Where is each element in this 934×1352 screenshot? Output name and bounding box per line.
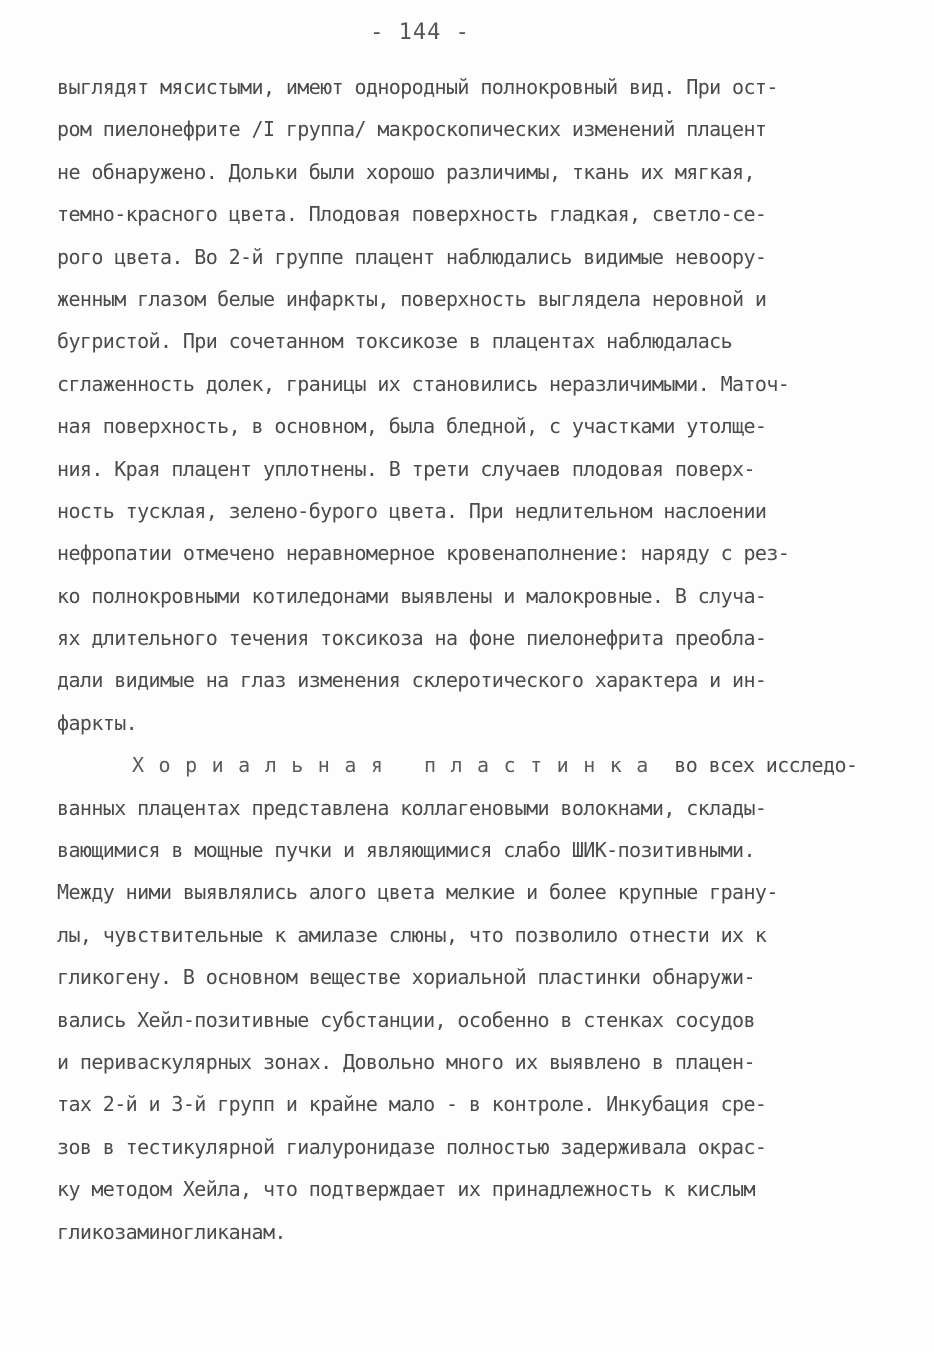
text-line: вались Хейл-позитивные субстанции, особенно в стенках сосудов bbox=[57, 1007, 755, 1032]
text-line: темно-красного цвета. Плодовая поверхность гладкая, светло-се- bbox=[57, 202, 767, 227]
section-heading: Хориальная пластинка bbox=[132, 753, 663, 778]
text-line: гликогену. В основном веществе хориальной пластинки обнаружи- bbox=[57, 965, 755, 990]
text-line: ния. Края плацент уплотнены. В трети случаев плодовая поверх- bbox=[57, 456, 755, 481]
text-line: зов в тестикулярной гиалуронидазе полностью задерживала окрас- bbox=[57, 1134, 767, 1159]
text-line: лы, чувствительные к амилазе слюны, что позволило отнести их к bbox=[57, 922, 767, 947]
text-line: сглаженность долек, границы их становились неразличимыми. Маточ- bbox=[57, 371, 790, 396]
text-line: фаркты. bbox=[57, 710, 138, 735]
text-line: ях длительного течения токсикоза на фоне пиелонефрита преобла- bbox=[57, 626, 767, 651]
text-line: бугристой. При сочетанном токсикозе в плацентах наблюдалась bbox=[57, 329, 733, 354]
text-line: женным глазом белые инфаркты, поверхность выглядела неровной и bbox=[57, 286, 767, 311]
text-line: Между ними выявлялись алого цвета мелкие и более крупные грану- bbox=[57, 880, 778, 905]
text-line: нефропатии отмечено неравномерное кровенаполнение: наряду с рез- bbox=[57, 541, 790, 566]
text-line: ная поверхность, в основном, была бледной, с участками утолще- bbox=[57, 414, 767, 439]
text-line: ром пиелонефрите /I группа/ макроскопических изменений плацент bbox=[57, 117, 767, 142]
text-line: дали видимые на глаз изменения склеротического характера и ин- bbox=[57, 668, 767, 693]
page-number: - 144 - bbox=[370, 20, 470, 45]
text-line: выглядят мясистыми, имеют однородный полнокровный вид. При ост- bbox=[57, 75, 778, 99]
text-line: не обнаружено. Дольки были хорошо различимы, ткань их мягкая, bbox=[57, 159, 755, 184]
paragraph-2 bbox=[57, 744, 887, 1253]
paragraph-2-first-line-rest: во всех исследо- bbox=[662, 753, 858, 778]
text-line: гликозаминогликанам. bbox=[57, 1219, 286, 1244]
text-line: и периваскулярных зонах. Довольно много их выявлено в плацен- bbox=[57, 1049, 755, 1074]
paragraph-1 bbox=[57, 66, 887, 744]
text-line: тах 2-й и 3-й групп и крайне мало - в контроле. Инкубация сре- bbox=[57, 1092, 767, 1117]
paragraph-2-first-line bbox=[57, 744, 887, 786]
text-line: ванных плацентах представлена коллагеновыми волокнами, склады- bbox=[57, 795, 767, 820]
text-line: ку методом Хейла, что подтверждает их принадлежность к кислым bbox=[57, 1177, 755, 1202]
text-line: ко полнокровными котиледонами выявлены и малокровные. В случа- bbox=[57, 583, 767, 608]
body-text bbox=[57, 66, 887, 1253]
text-line: вающимися в мощные пучки и являющимися слабо ШИК-позитивными. bbox=[57, 838, 755, 863]
text-line: ность тусклая, зелено-бурого цвета. При недлительном наслоении bbox=[57, 498, 767, 523]
text-line: рого цвета. Во 2-й группе плацент наблюдались видимые невоору- bbox=[57, 244, 767, 269]
